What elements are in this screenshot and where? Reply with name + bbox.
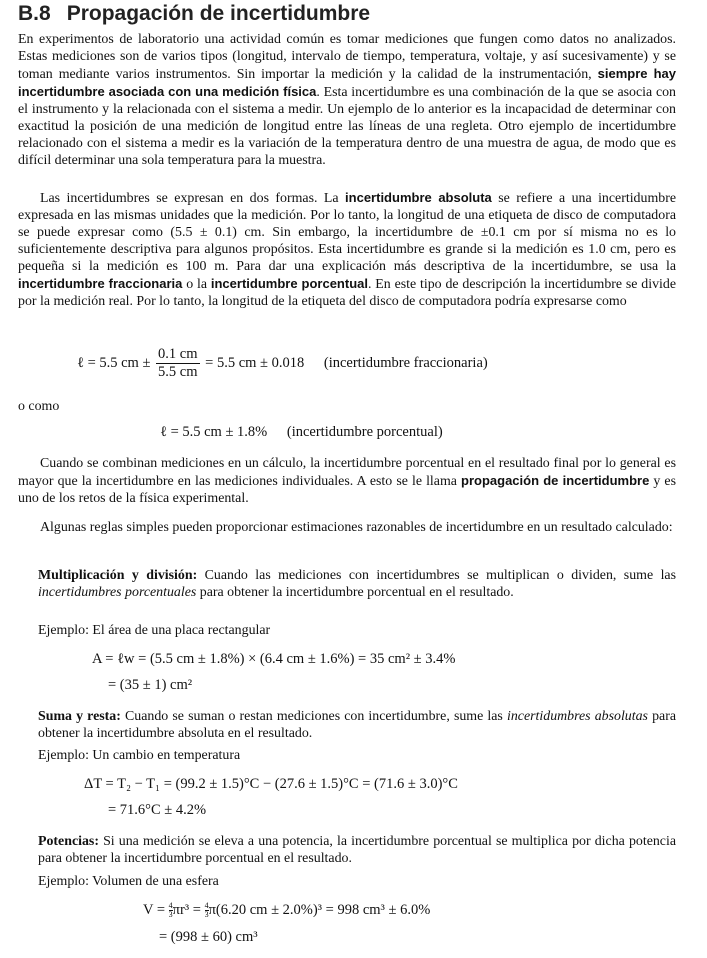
- rule-label: Potencias:: [38, 834, 99, 849]
- example-label: Ejemplo: El área de una placa rectangular: [38, 623, 271, 638]
- text: y es uno de los retos de la física experimental.: [18, 474, 677, 506]
- text: se refiere a una incertidumbre expresada en las mismas unidades que la medición. Por lo tanto, la longitud de una etiqueta de disco de computadora se puede expresar como (5.5 ± 0.1) cm. Sin embargo, la incertidumbre de ±0.1 cm por sí misma no es lo suficientemente descriptiva para algunos propósitos. Esta incertidumbre es grande si la medición es 1.0 cm, pero es pequeña si la medición es 100 m. Para dar una explicación más descriptiva de la incertidumbre, se usa la: [18, 191, 676, 274]
- equation-sphere-volume: [143, 902, 430, 919]
- bold-text: propagación de incertidumbre: [461, 473, 650, 488]
- section-title: Propagación de incertidumbre: [66, 2, 371, 25]
- example-label: Ejemplo: Volumen de una esfera: [38, 874, 219, 889]
- text: Si una medición se eleva a una potencia, la incertidumbre porcentual se multiplica por dicha potencia para obtener la incertidumbre porcentual en el resultado.: [38, 834, 676, 866]
- text: . Esta incertidumbre es una combinación de la que se asocia con el instrumento y la relacionada con el sistema a medir. Un ejemplo de lo anterior es la incapacidad de determinar con exactitud la posición de una medición de longitud entre las líneas de una regleta. Otro ejemplo de incertidumbre relacionado con el sistema a medir es la variación de la temperatura dentro de una muestra de agua, de modo que es difícil determinar una sola temperatura para la muestra.: [18, 85, 676, 168]
- text: En experimentos de laboratorio una actividad común es tomar mediciones que fungen como datos no analizados. Estas mediciones son de varios tipos (longitud, intervalo de tiempo, temperatura, voltaje, y así sucesivamente) y se toman mediante varios instrumentos. Sin importar la medición y la calidad de la instrumentación,: [18, 32, 676, 82]
- text: Las incertidumbres se expresan en dos formas. La: [40, 191, 346, 206]
- eq-note: (incertidumbre porcentual): [286, 424, 443, 440]
- text: Cuando se suman o restan mediciones con incertidumbre, sume las: [120, 709, 507, 724]
- eq-expr: ℓ = 5.5 cm ± 1.8%: [160, 424, 268, 440]
- equation-area-result: = (35 ± 1) cm²: [108, 677, 193, 693]
- example-label: Ejemplo: Un cambio en temperatura: [38, 748, 241, 763]
- eq-rhs: = 5.5 cm ± 0.018: [205, 354, 305, 371]
- italic-text: incertidumbres porcentuales: [38, 585, 197, 600]
- fraction-denominator: 3: [168, 910, 173, 920]
- bold-text: incertidumbre fraccionaria: [18, 276, 183, 291]
- fraction-numerator: 4: [204, 901, 209, 911]
- bold-text: incertidumbre porcentual: [210, 276, 368, 291]
- paragraph-rules-intro: Algunas reglas simples pueden proporcionar estimaciones razonables de incertidumbre en un resultado calculado:: [40, 520, 673, 535]
- rule-label: Multiplicación y división:: [38, 568, 198, 583]
- section-heading: [18, 2, 370, 26]
- equation-temperature-result: = 71.6°C ± 4.2%: [108, 802, 207, 818]
- text: Cuando se combinan mediciones en un cálculo, la incertidumbre porcentual en el resultado final por lo general es mayor que la incertidumbre en las mediciones individuales. A esto se le llama: [18, 456, 676, 489]
- fraction-denominator: 3: [204, 910, 209, 920]
- paragraph-propagation: [18, 455, 676, 507]
- text: Cuando las mediciones con incertidumbres se multiplican o dividen, sume las: [197, 568, 676, 583]
- rule-addition: [38, 708, 676, 742]
- or-text: o como: [18, 399, 60, 414]
- eq-lhs: ℓ = 5.5 cm ±: [77, 354, 151, 371]
- eq-lhs: V =: [143, 902, 166, 918]
- eq-rhs: π(6.20 cm ± 2.0%)³ = 998 cm³ ± 6.0%: [208, 902, 431, 918]
- equation-percent: [160, 424, 443, 441]
- equation-sphere-result: = (998 ± 60) cm³: [159, 929, 258, 945]
- equation-area: A = ℓw = (5.5 cm ± 1.8%) × (6.4 cm ± 1.6%) = 35 cm² ± 3.4%: [92, 651, 456, 667]
- bold-text: incertidumbre absoluta: [345, 190, 492, 205]
- equation-fractional: [77, 346, 488, 381]
- rule-label: Suma y resta:: [38, 709, 121, 724]
- rule-powers: [38, 833, 676, 867]
- rule-multiplication: [38, 567, 676, 601]
- fraction: [156, 346, 199, 381]
- italic-text: incertidumbres absolutas: [506, 709, 648, 724]
- text: . En este tipo de descripción la incertidumbre se divide por la medición real. Por lo tanto, la longitud de la etiqueta del disco de computadora podría expresarse como: [18, 277, 677, 309]
- fraction-numerator: 4: [168, 901, 173, 911]
- eq-note: (incertidumbre fraccionaria): [323, 354, 488, 371]
- text: o la: [182, 277, 211, 292]
- bold-text: siempre hay incertidumbre asociada con una medición física: [18, 66, 677, 99]
- fraction-numerator: 0.1 cm: [158, 346, 198, 362]
- paragraph-intro: [18, 31, 676, 169]
- eq-mid: πr³ =: [172, 902, 201, 918]
- paragraph-uncertainty-forms: [18, 189, 676, 310]
- text: para obtener la incertidumbre absoluta en el resultado.: [38, 709, 677, 741]
- text: para obtener la incertidumbre porcentual en el resultado.: [196, 585, 514, 600]
- section-number: B.8: [18, 2, 51, 25]
- equation-temperature: ΔT = T₂ − T₁ = (99.2 ± 1.5)°C − (27.6 ± 1.5)°C = (71.6 ± 3.0)°C: [84, 776, 458, 792]
- fraction-denominator: 5.5 cm: [158, 364, 198, 380]
